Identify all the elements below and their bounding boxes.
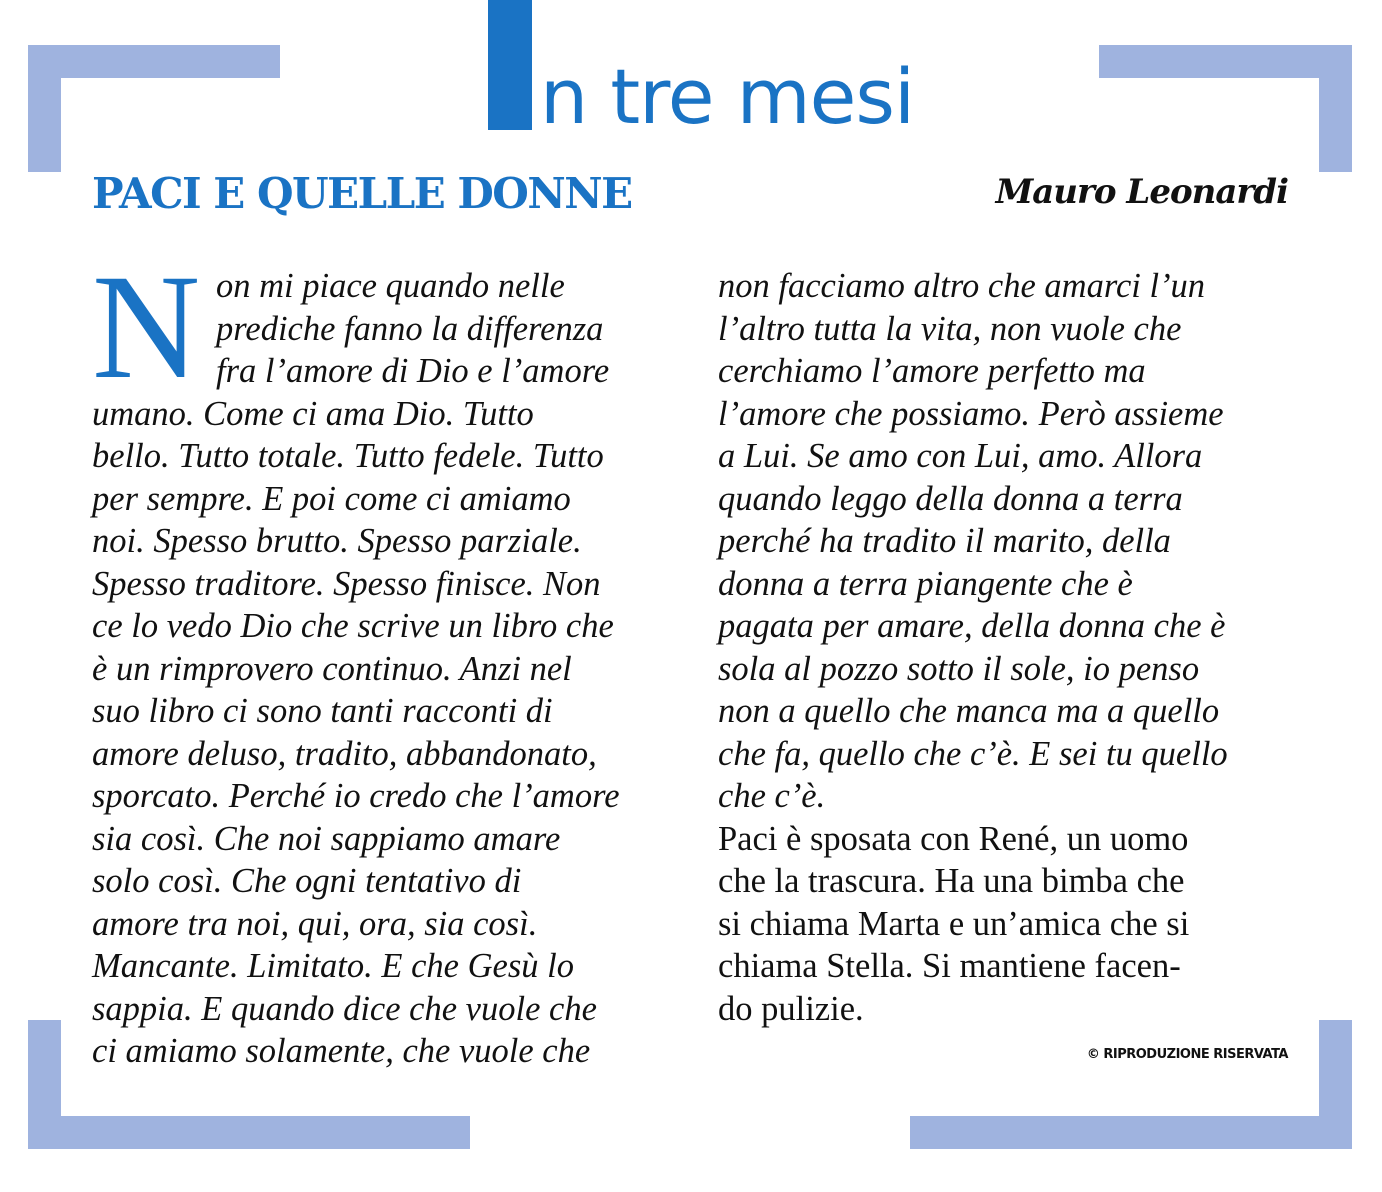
text-line: sola al pozzo sotto il sole, io penso — [718, 649, 1200, 688]
text-line: umano. Come ci ama Dio. Tutto — [92, 394, 534, 433]
text-line: sporcato. Perché io credo che l’amore — [92, 777, 620, 815]
corner-bracket-top-left-horizontal — [28, 45, 280, 78]
text-line: suo libro ci sono tanti racconti di — [92, 692, 553, 730]
text-line: si chiama Marta e un’amica che si — [718, 904, 1190, 943]
corner-bracket-bottom-right-horizontal — [910, 1116, 1352, 1149]
text-line: l’amore che possiamo. Però assieme — [718, 394, 1224, 433]
text-line: l’altro tutta la vita, non vuole che — [718, 309, 1182, 348]
text-line: noi. Spesso brutto. Spesso parziale. — [92, 522, 582, 560]
text-line: prediche fanno la differenza — [216, 309, 604, 348]
corner-bracket-top-right-vertical — [1319, 45, 1352, 172]
corner-bracket-bottom-right-vertical — [1319, 1020, 1352, 1149]
article-headline: PACI E QUELLE DONNE — [92, 169, 632, 218]
copyright-notice: © RIPRODUZIONE RISERVATA — [1086, 1047, 1288, 1062]
article-column-left — [92, 265, 662, 1073]
text-line: ci amiamo solamente, che vuole che — [92, 1032, 591, 1070]
text-line: cerchiamo l’amore perfetto ma — [718, 352, 1146, 390]
section-title: n tre mesi — [540, 52, 915, 141]
text-line: sappia. E quando dice che vuole che — [92, 989, 597, 1028]
text-line: Paci è sposata con René, un uomo — [718, 819, 1189, 858]
text-line: a Lui. Se amo con Lui, amo. Allora — [718, 437, 1203, 475]
article-column-right — [718, 265, 1292, 1030]
text-line: ce lo vedo Dio che scrive un libro che — [92, 607, 614, 645]
text-line: che la trascura. Ha una bimba che — [718, 862, 1185, 900]
corner-bracket-top-left-vertical — [28, 45, 61, 172]
corner-bracket-bottom-left-horizontal — [28, 1116, 470, 1149]
text-line: Spesso traditore. Spesso finisce. Non — [92, 564, 601, 603]
drop-cap: N — [92, 244, 201, 410]
text-line: donna a terra piangente che è — [718, 564, 1133, 603]
text-line: perché ha tradito il marito, della — [718, 522, 1171, 560]
text-line: sia così. Che noi sappiamo amare — [92, 819, 561, 858]
text-line: quando leggo della donna a terra — [718, 479, 1183, 518]
text-line: amore tra noi, qui, ora, sia così. — [92, 904, 538, 943]
text-line: on mi piace quando nelle — [216, 267, 565, 305]
text-line: che fa, quello che c’è. E sei tu quello — [718, 734, 1228, 773]
corner-bracket-top-right-horizontal — [1099, 45, 1352, 78]
text-line: amore deluso, tradito, abbandonato, — [92, 734, 597, 773]
article-author: Mauro Leonardi — [995, 172, 1288, 212]
text-line: solo così. Che ogni tentativo di — [92, 862, 522, 900]
text-line: Mancante. Limitato. E che Gesù lo — [92, 947, 574, 985]
corner-bracket-bottom-left-vertical — [28, 1020, 61, 1149]
text-line: bello. Tutto totale. Tutto fedele. Tutto — [92, 437, 604, 475]
text-line: per sempre. E poi come ci amiamo — [92, 479, 571, 518]
section-title-bar — [488, 0, 532, 130]
text-line: pagata per amare, della donna che è — [718, 607, 1226, 645]
text-line: do pulizie. — [718, 989, 864, 1028]
text-line: non facciamo altro che amarci l’un — [718, 267, 1206, 305]
text-line: chiama Stella. Si mantiene facen- — [718, 947, 1181, 985]
text-line: è un rimprovero continuo. Anzi nel — [92, 649, 572, 688]
text-line: non a quello che manca ma a quello — [718, 692, 1220, 730]
text-line: che c’è. — [718, 777, 826, 815]
text-line: fra l’amore di Dio e l’amore — [216, 352, 610, 390]
